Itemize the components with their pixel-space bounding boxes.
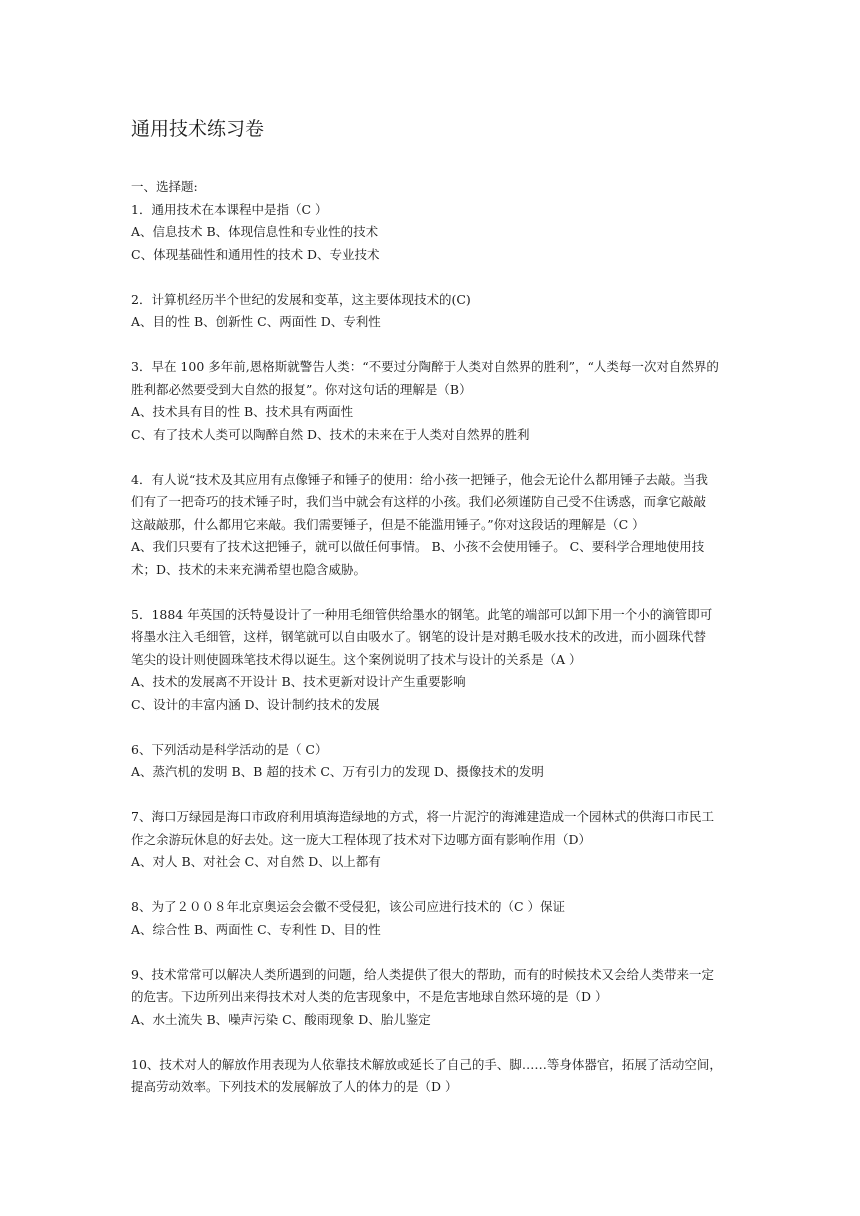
question-line: 术；D、技术的未来充满希望也隐含威胁。	[131, 561, 367, 577]
question-item	[131, 199, 731, 267]
document-title: 通用技术练习卷	[131, 118, 265, 140]
question-item	[131, 1054, 731, 1099]
question-stem: 10、技术对人的解放作用表现为人依靠技术解放或延长了自己的手、脚……等身体器官，拓展了活动空间，	[131, 1056, 722, 1072]
question-line: A、对人 B、对社会 C、对自然 D、以上都有	[131, 854, 381, 869]
question-stem: 7、海口万绿园是海口市政府利用填海造绿地的方式，将一片泥泞的海滩建造成一个园林式的供海口市民工	[131, 809, 714, 824]
question-stem: 9、技术常常可以解决人类所遇到的问题，给人类提供了很大的帮助，而有的时候技术又会给人类带来一定	[131, 966, 714, 982]
question-line: A、信息技术 B、体现信息性和专业性的技术	[131, 224, 379, 239]
question-item	[131, 964, 731, 1032]
question-line: 提高劳动效率。下列技术的发展解放了人的体力的是（D ）	[131, 1079, 458, 1094]
question-line: C、体现基础性和通用性的技术 D、专业技术	[131, 246, 380, 262]
question-line: A、技术的发展离不开设计 B、技术更新对设计产生重要影响	[131, 674, 466, 689]
question-line: 作之余游玩休息的好去处。这一庞大工程体现了技术对下边哪方面有影响作用（D）	[131, 831, 592, 847]
question-item	[131, 739, 731, 784]
question-stem: 1．通用技术在本课程中是指（C ）	[131, 201, 328, 217]
question-list	[131, 199, 731, 1099]
question-line: 这敲敲那，什么都用它来敲。我们需要锤子，但是不能滥用锤子。”你对这段话的理解是（C ）	[131, 516, 645, 532]
question-item	[131, 289, 731, 334]
question-stem: 2．计算机经历半个世纪的发展和变革，这主要体现技术的(C)	[131, 291, 471, 307]
question-line: A、目的性 B、创新性 C、两面性 D、专利性	[131, 314, 381, 329]
question-line: 胜利都必然要受到大自然的报复”。你对这句话的理解是（B）	[131, 381, 472, 397]
question-line: C、设计的丰富内涵 D、设计制约技术的发展	[131, 696, 380, 712]
document-page	[131, 114, 731, 1121]
section-heading: 一、选择题:	[131, 179, 198, 194]
question-line: 的危害。下边所列出来得技术对人类的危害现象中，不是危害地球自然环境的是（D ）	[131, 989, 608, 1004]
question-stem: 4．有人说“技术及其应用有点像锤子和锤子的使用：给小孩一把锤子，他会无论什么都用锤子去敲。当我	[131, 471, 708, 487]
question-line: A、蒸汽机的发明 B、B 超的技术 C、万有引力的发现 D、摄像技术的发明	[131, 764, 544, 779]
question-line: 笔尖的设计则使圆珠笔技术得以诞生。这个案例说明了技术与设计的关系是（A ）	[131, 651, 582, 667]
question-item	[131, 896, 731, 941]
question-line: 将墨水注入毛细管，这样，钢笔就可以自由吸水了。钢笔的设计是对鹅毛吸水技术的改进，而小圆珠代替	[131, 629, 707, 644]
question-line: A、技术具有目的性 B、技术具有两面性	[131, 404, 354, 419]
question-item	[131, 806, 731, 874]
question-line: C、有了技术人类可以陶醉自然 D、技术的未来在于人类对自然界的胜利	[131, 426, 530, 442]
question-line: A、综合性 B、两面性 C、专利性 D、目的性	[131, 921, 381, 937]
question-stem: 6、下列活动是科学活动的是（ C）	[131, 741, 328, 757]
question-item	[131, 469, 731, 582]
question-line: A、水土流失 B、噪声污染 C、酸雨现象 D、胎儿鉴定	[131, 1011, 431, 1027]
question-line: A、我们只要有了技术这把锤子，就可以做任何事情。 B、小孩不会使用锤子。 C、要科学合理地使用技	[131, 539, 705, 554]
question-stem: 8、为了２００８年北京奥运会会徽不受侵犯，该公司应进行技术的（C ）保证	[131, 899, 565, 914]
question-line: 们有了一把奇巧的技术锤子时，我们当中就会有这样的小孩。我们必须谨防自己受不住诱惑，而拿它敲敲	[131, 494, 707, 509]
question-item	[131, 604, 731, 717]
question-stem: 5．1884 年英国的沃特曼设计了一种用毛细管供给墨水的钢笔。此笔的端部可以卸下用一个小的滴管即可	[131, 606, 713, 622]
question-item	[131, 356, 731, 446]
question-stem: 3．早在 100 多年前,恩格斯就警告人类：“不要过分陶醉于人类对自然界的胜利”，“人类每一次对自然界的	[131, 359, 719, 374]
